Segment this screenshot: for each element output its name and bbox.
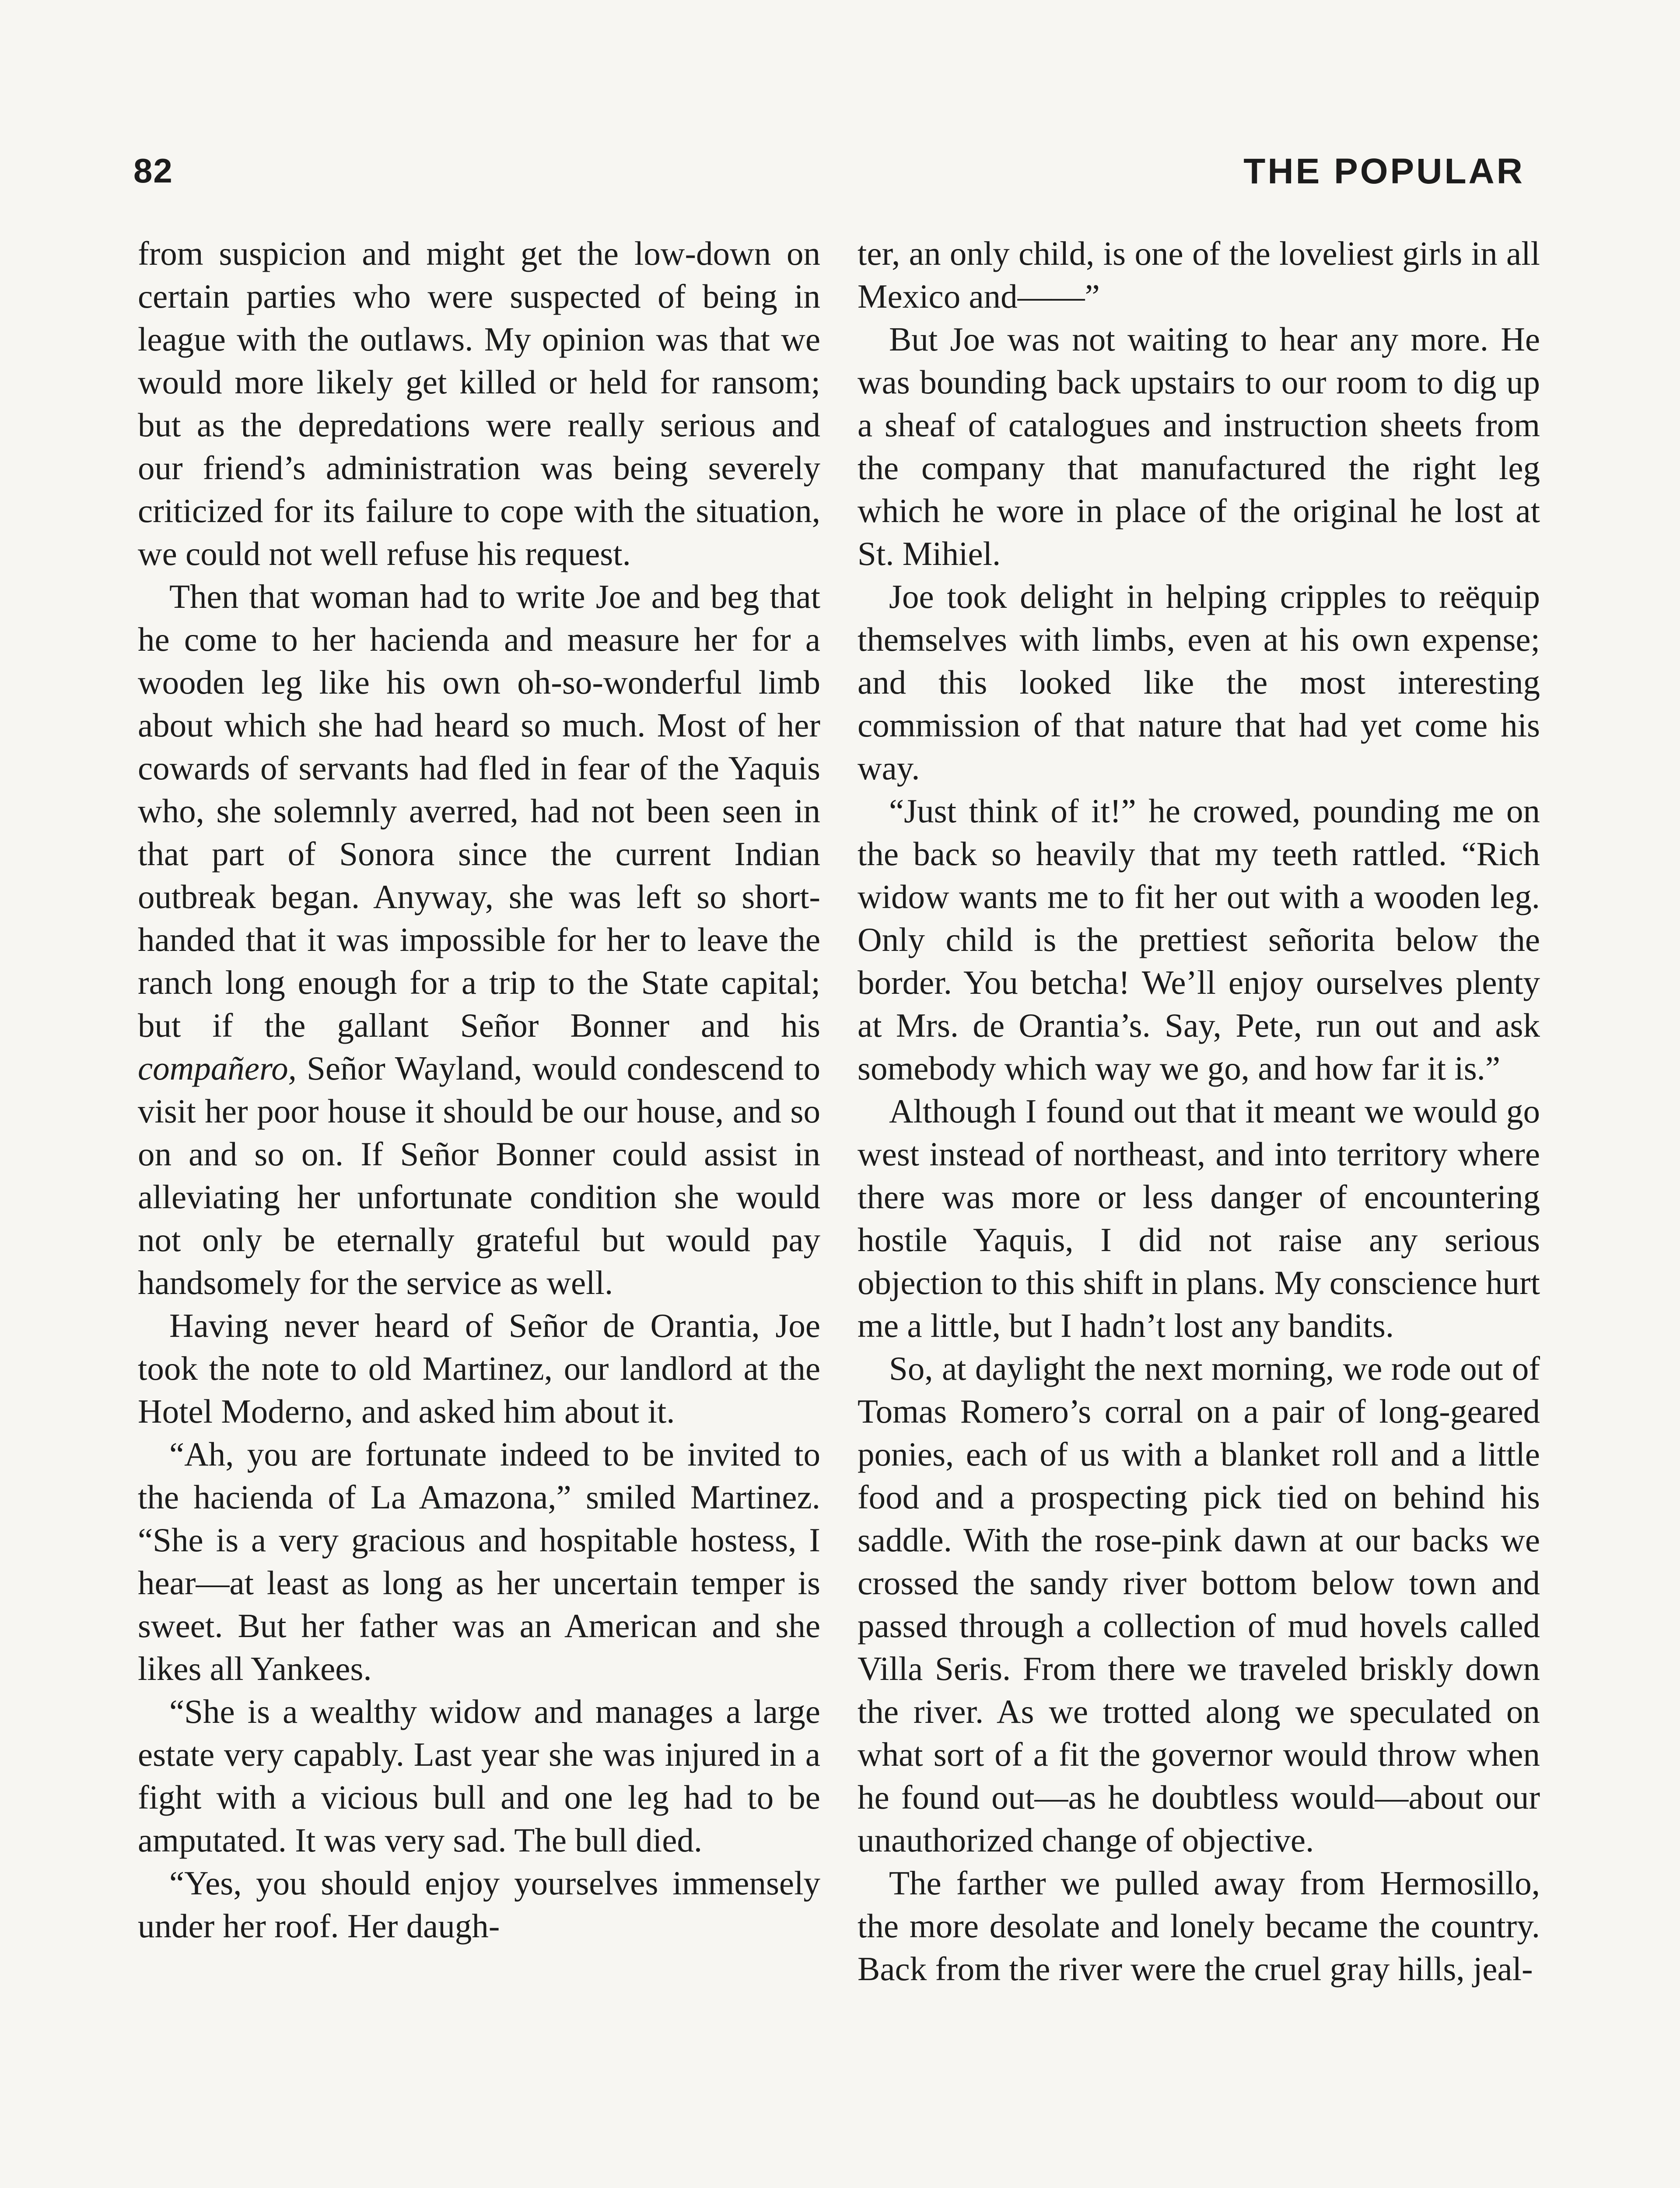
- paragraph: [858, 232, 1540, 318]
- paragraph-text: “Ah, you are fortunate indeed to be invited to the hacienda of La Amazona,” smiled Martinez. “She is a very gracious and hospitable hostess, I hear—at least as long as her uncertain temper is sweet. But her father was an American and she likes all Yankees.: [138, 1435, 820, 1687]
- paragraph-text: “Yes, you should enjoy yourselves immensely under her roof. Her daugh-: [138, 1864, 820, 1945]
- paragraph: [138, 232, 820, 575]
- paragraph: [858, 1090, 1540, 1347]
- paragraph-text: Having never heard of Señor de Orantia, Joe took the note to old Martinez, our landlord at the Hotel Moderno, and asked him about it.: [138, 1307, 820, 1430]
- paragraph: [138, 1433, 820, 1690]
- right-column: [858, 232, 1540, 1990]
- paragraph-text: Then that woman had to write Joe and beg that he come to her hacienda and measure her for a wooden leg like his own oh-so-wonderful limb about which she had heard so much. Most of her cowards of servants had fled in fear of the Yaquis who, she solemnly averred, had not been seen in that part of Sonora since the current Indian outbreak began. Anyway, she was left so short-handed that it was impossible for her to leave the ranch long enough for a trip to the State capital; but if the gallant Señor Bonner and his: [138, 578, 820, 1044]
- paragraph-text: ter, an only child, is one of the loveliest girls in all Mexico and——”: [858, 235, 1540, 315]
- running-head: THE POPULAR: [1243, 151, 1525, 191]
- paragraph: [858, 318, 1540, 575]
- paragraph: [138, 1690, 820, 1862]
- paragraph: [858, 789, 1540, 1090]
- page-header: [133, 151, 1525, 203]
- paragraph: [858, 1862, 1540, 1990]
- paragraph-text: But Joe was not waiting to hear any more. He was bounding back upstairs to our room to dig up a sheaf of catalogues and instruction sheets from the company that manufactured the right leg which he wore in place of the original he lost at St. Mihiel.: [858, 320, 1540, 572]
- paragraph-text: The farther we pulled away from Hermosillo, the more desolate and lonely became the country. Back from the river were the cruel gray hills, jeal-: [858, 1864, 1540, 1988]
- paragraph-text: “She is a wealthy widow and manages a large estate very capably. Last year she was injured in a fight with a vicious bull and one leg had to be amputated. It was very sad. The bull died.: [138, 1693, 820, 1859]
- left-column: [138, 232, 820, 1947]
- paragraph: [858, 575, 1540, 789]
- paragraph-text: So, at daylight the next morning, we rode out of Tomas Romero’s corral on a pair of long-geared ponies, each of us with a blanket roll and a little food and a prospecting pick tied on behind his saddle. With the rose-pink dawn at our backs we crossed the sandy river bottom below town and passed through a collection of mud hovels called Villa Seris. From there we traveled briskly down the river. As we trotted along we speculated on what sort of a fit the governor would throw when he found out—as he doubtless would—about our unauthorized change of objective.: [858, 1350, 1540, 1859]
- italic-word: compañero,: [138, 1049, 297, 1087]
- paragraph-text: from suspicion and might get the low-down on certain parties who were suspected of being in league with the outlaws. My opinion was that we would more likely get killed or held for ransom; but as the depredations were really serious and our friend’s administration was being severely criticized for its failure to cope with the situation, we could not well refuse his request.: [138, 235, 820, 572]
- paragraph-text: Although I found out that it meant we would go west instead of northeast, and into territory where there was more or less danger of encountering hostile Yaquis, I did not raise any serious objection to this shift in plans. My conscience hurt me a little, but I hadn’t lost any bandits.: [858, 1092, 1540, 1344]
- paragraph: [858, 1347, 1540, 1862]
- paragraph-text: Joe took delight in helping cripples to reëquip themselves with limbs, even at his own expense; and this looked like the most interesting commission of that nature that had yet come his way.: [858, 578, 1540, 787]
- paragraph: [138, 1862, 820, 1947]
- paragraph-text: “Just think of it!” he crowed, pounding me on the back so heavily that my teeth rattled. “Rich widow wants me to fit her out with a wooden leg. Only child is the prettiest señorita below the border. You betcha! We’ll enjoy ourselves plenty at Mrs. de Orantia’s. Say, Pete, run out and ask somebody which way we go, and how far it is.”: [858, 792, 1540, 1087]
- paragraph: [138, 1304, 820, 1433]
- page-number: 82: [133, 151, 173, 190]
- paragraph-text: Señor Wayland, would condescend to visit her poor house it should be our house, and so on and so on. If Señor Bonner could assist in alleviating her unfortunate condition she would not only be eternally grateful but would pay handsomely for the service as well.: [138, 1049, 820, 1301]
- paragraph: [138, 575, 820, 1304]
